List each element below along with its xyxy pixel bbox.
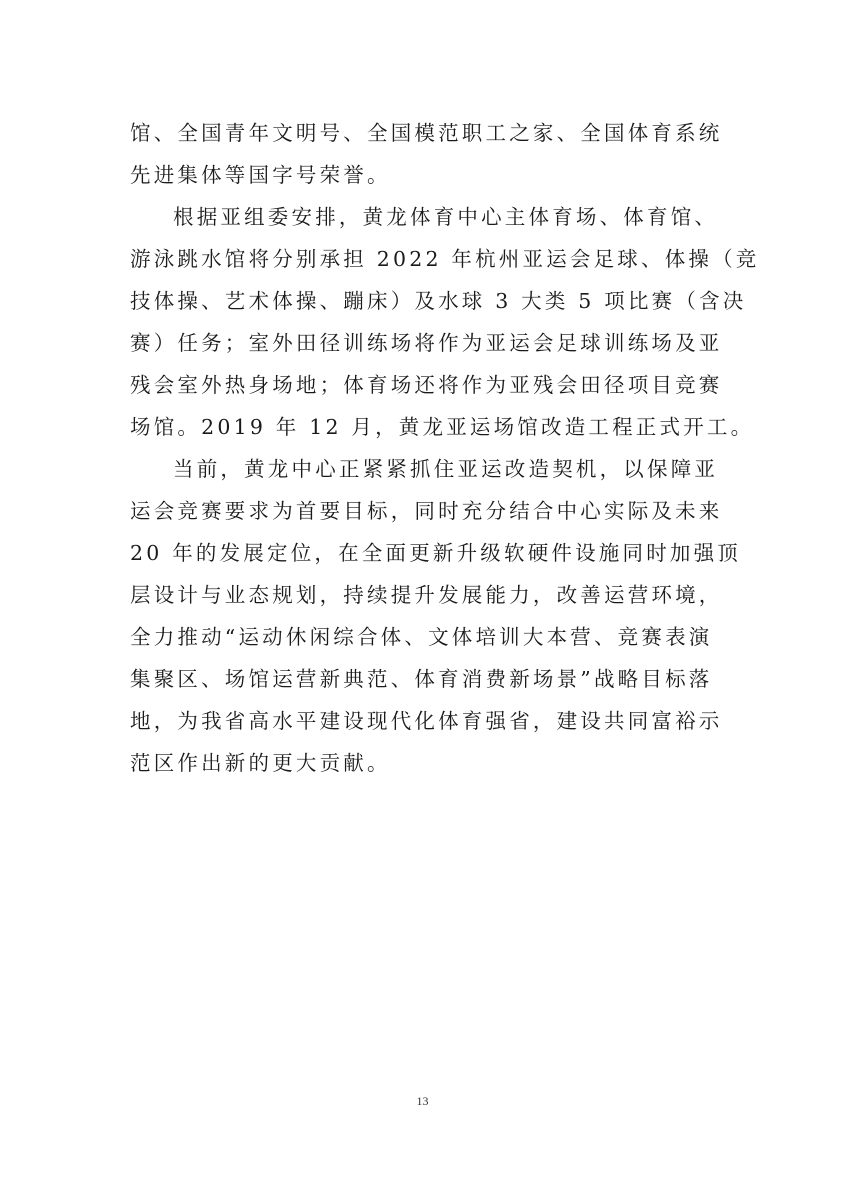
text-line: 残会室外热身场地；体育场还将作为亚残会田径项目竞赛: [130, 373, 723, 397]
paragraph-1: [130, 112, 730, 196]
text-line: 层设计与业态规划，持续提升发展能力，改善运营环境，: [130, 583, 723, 607]
text-line: 赛）任务；室外田径训练场将作为亚运会足球训练场及亚: [130, 331, 723, 355]
paragraph-2: [130, 196, 760, 448]
text-line: 先进集体等国字号荣誉。: [130, 163, 391, 187]
text-line: 集聚区、场馆运营新典范、体育消费新场景”战略目标落: [130, 667, 713, 691]
text-line: 范区作出新的更大贡献。: [130, 751, 391, 775]
paragraph-3: [130, 448, 742, 784]
text-line: 全力推动“运动休闲综合体、文体培训大本营、竞赛表演: [130, 625, 713, 649]
text-line: 运会竞赛要求为首要目标，同时充分结合中心实际及未来: [130, 499, 723, 523]
text-line: 20 年的发展定位，在全面更新升级软硬件设施同时加强顶: [130, 541, 742, 565]
text-line: 地，为我省高水平建设现代化体育强省，建设共同富裕示: [130, 709, 723, 733]
text-line: 游泳跳水馆将分别承担 2022 年杭州亚运会足球、体操（竞: [130, 247, 760, 271]
page-number: 13: [416, 1094, 429, 1108]
text-line: 当前，黄龙中心正紧紧抓住亚运改造契机，以保障亚: [173, 457, 719, 481]
text-line: 根据亚组委安排，黄龙体育中心主体育场、体育馆、: [173, 205, 719, 229]
body-text: [130, 112, 760, 784]
text-line: 技体操、艺术体操、蹦床）及水球 3 大类 5 项比赛（含决: [130, 289, 747, 313]
text-line: 场馆。2019 年 12 月，黄龙亚运场馆改造工程正式开工。: [130, 415, 755, 439]
text-line: 馆、全国青年文明号、全国模范职工之家、全国体育系统: [130, 121, 723, 145]
